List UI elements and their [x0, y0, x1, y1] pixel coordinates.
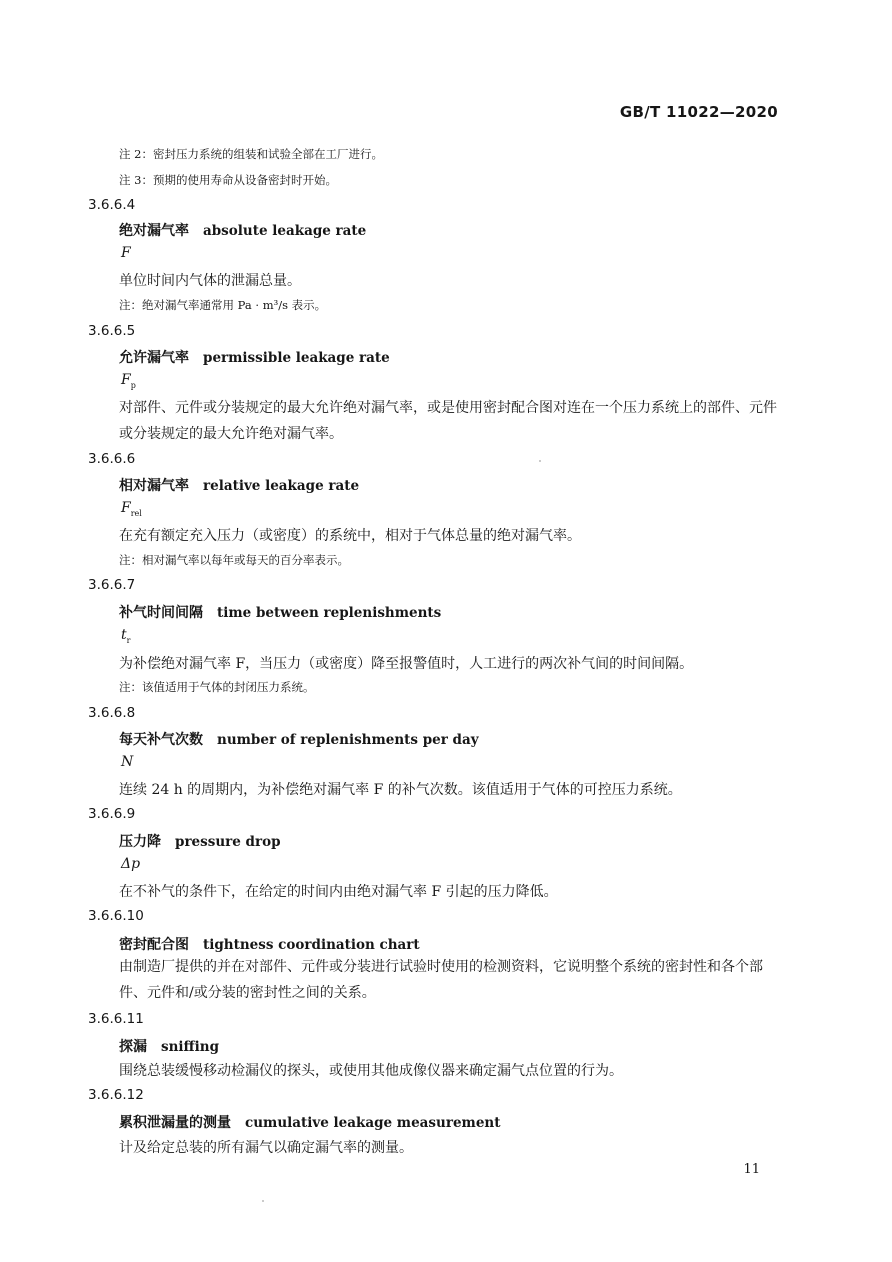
symbol-subscript: rel [130, 508, 142, 518]
term-symbol [121, 856, 140, 872]
term-heading [119, 729, 479, 749]
scan-speck [262, 1200, 264, 1202]
term-en: absolute leakage rate [203, 223, 367, 239]
clause-number: 3.6.6.6 [88, 451, 136, 467]
symbol-main: F [121, 245, 131, 261]
symbol-main: F [121, 372, 131, 388]
symbol-main: t [121, 627, 127, 643]
term-zh: 绝对漏气率 [119, 223, 189, 239]
term-heading [119, 831, 281, 851]
term-heading [119, 1036, 219, 1056]
term-definition: 连续 24 h 的周期内，为补偿绝对漏气率 F 的补气次数。该值适用于气体的可控压力系统。 [119, 782, 682, 798]
term-zh: 补气时间间隔 [119, 605, 203, 621]
term-symbol [121, 754, 133, 770]
clause-number: 3.6.6.9 [88, 806, 136, 822]
note-2: 注 2：密封压力系统的组装和试验全部在工厂进行。 [119, 147, 383, 161]
term-heading [119, 347, 390, 367]
term-heading [119, 220, 366, 240]
term-definition: 对部件、元件或分装规定的最大允许绝对漏气率，或是使用密封配合图对连在一个压力系统上的部件、元件或分装规定的最大允许绝对漏气率。 [119, 400, 777, 442]
term-heading [119, 934, 420, 954]
note-3: 注 3：预期的使用寿命从设备密封时开始。 [119, 173, 337, 187]
term-definition: 计及给定总装的所有漏气以确定漏气率的测量。 [119, 1140, 413, 1156]
term-symbol [121, 627, 130, 645]
term-heading [119, 602, 441, 622]
term-zh: 允许漏气率 [119, 350, 189, 366]
term-en: cumulative leakage measurement [245, 1115, 501, 1131]
term-note: 注：绝对漏气率通常用 Pa · m³/s 表示。 [119, 298, 327, 312]
term-en: number of replenishments per day [217, 732, 479, 748]
symbol-main: Δp [121, 856, 141, 872]
term-heading [119, 1112, 500, 1132]
symbol-subscript: p [130, 380, 136, 390]
clause-number: 3.6.6.7 [88, 577, 136, 593]
term-note: 注：该值适用于气体的封闭压力系统。 [119, 680, 315, 694]
symbol-subscript: r [126, 635, 131, 645]
term-zh: 压力降 [119, 834, 161, 850]
term-symbol [121, 372, 136, 390]
term-zh: 相对漏气率 [119, 478, 189, 494]
term-en: permissible leakage rate [203, 350, 390, 366]
term-en: relative leakage rate [203, 478, 360, 494]
term-definition: 围绕总装缓慢移动检漏仪的探头，或使用其他成像仪器来确定漏气点位置的行为。 [119, 1063, 623, 1079]
term-zh: 密封配合图 [119, 937, 189, 953]
term-en: tightness coordination chart [203, 937, 420, 953]
term-heading [119, 475, 359, 495]
term-definition: 由制造厂提供的并在对部件、元件或分装进行试验时使用的检测资料，它说明整个系统的密封性和各个部件、元件和/或分装的密封性之间的关系。 [119, 959, 763, 1001]
page-number: 11 [743, 1162, 760, 1177]
clause-number: 3.6.6.11 [88, 1011, 144, 1027]
standard-number: GB/T 11022—2020 [619, 103, 778, 121]
term-zh: 累积泄漏量的测量 [119, 1115, 231, 1131]
term-definition: 单位时间内气体的泄漏总量。 [119, 273, 301, 289]
term-zh: 每天补气次数 [119, 732, 203, 748]
term-definition: 在充有额定充入压力（或密度）的系统中，相对于气体总量的绝对漏气率。 [119, 528, 581, 544]
term-en: time between replenishments [217, 605, 442, 621]
symbol-main: F [121, 500, 131, 516]
clause-number: 3.6.6.12 [88, 1087, 144, 1103]
term-symbol [121, 245, 131, 261]
clause-number: 3.6.6.10 [88, 908, 144, 924]
term-definition: 为补偿绝对漏气率 F，当压力（或密度）降至报警值时，人工进行的两次补气间的时间间隔。 [119, 656, 694, 672]
term-symbol [121, 500, 142, 518]
symbol-main: N [121, 754, 134, 770]
clause-number: 3.6.6.5 [88, 323, 136, 339]
clause-number: 3.6.6.4 [88, 197, 136, 213]
term-note: 注：相对漏气率以每年或每天的百分率表示。 [119, 553, 349, 567]
term-definition: 在不补气的条件下，在给定的时间内由绝对漏气率 F 引起的压力降低。 [119, 884, 558, 900]
term-zh: 探漏 [119, 1039, 147, 1055]
clause-number: 3.6.6.8 [88, 705, 136, 721]
term-en: pressure drop [175, 834, 281, 850]
scan-speck [539, 460, 541, 462]
term-en: sniffing [161, 1039, 220, 1055]
